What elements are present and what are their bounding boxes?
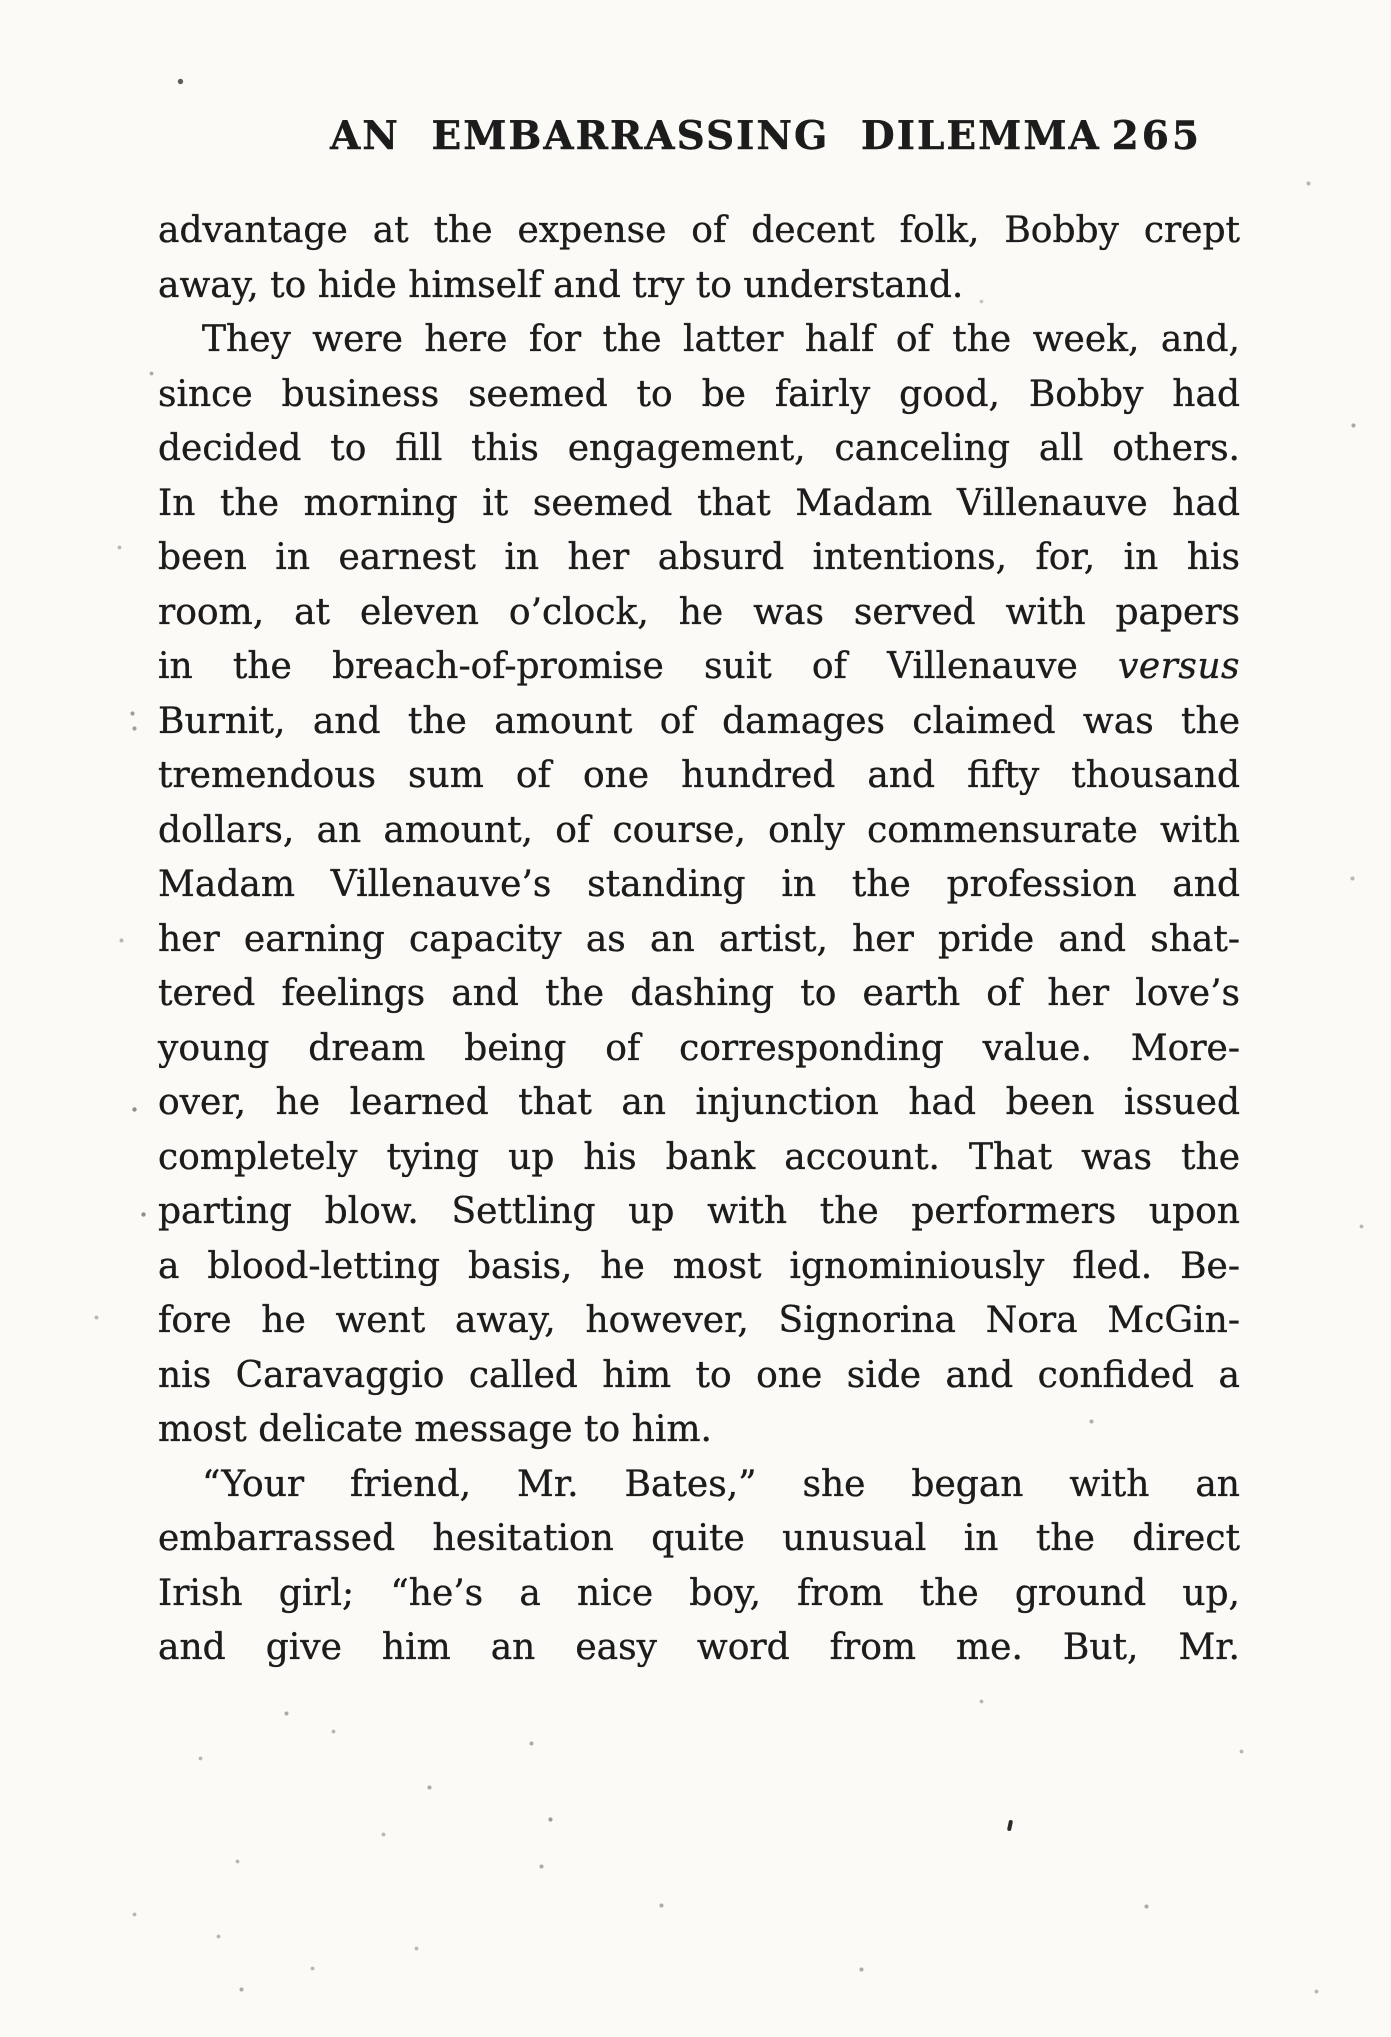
chapter-title: AN EMBARRASSING DILEMMA — [330, 113, 1101, 159]
text-line: nis Caravaggio called him to one side and confided a — [158, 1354, 1240, 1396]
text-line: since business seemed to be fairly good, Bobby had — [158, 373, 1240, 415]
text-line: her earning capacity as an artist, her pride and shat- — [158, 918, 1240, 960]
text-line: dollars, an amount, of course, only commensurate with — [158, 809, 1240, 851]
text-line: young dream being of corresponding value. More- — [158, 1027, 1240, 1069]
text-line: room, at eleven o’clock, he was served with papers — [158, 591, 1240, 633]
text-line: tered feelings and the dashing to earth of her love’s — [158, 973, 1240, 1014]
text-line: over, he learned that an injunction had been issued — [158, 1082, 1240, 1123]
text-line: tremendous sum of one hundred and fifty thousand — [158, 755, 1240, 796]
text-line: Madam Villenauve’s standing in the profession and — [158, 864, 1240, 905]
text-line: parting blow. Settling up with the performers upon — [158, 1191, 1240, 1232]
text-line: most delicate message to him. — [158, 1409, 712, 1450]
text-block — [158, 204, 1240, 1676]
text-line: in the breach-of-promise suit of Villenauve versus — [158, 646, 1240, 687]
text-line: completely tying up his bank account. That was the — [158, 1136, 1240, 1178]
text-line: Burnit, and the amount of damages claimed was the — [158, 700, 1240, 742]
text-line: been in earnest in her absurd intentions, for, in his — [158, 537, 1240, 578]
text-line: They were here for the latter half of the week, and, — [202, 319, 1240, 360]
text-line: advantage at the expense of decent folk, Bobby crept — [158, 210, 1240, 251]
text-line: a blood-letting basis, he most ignominiously fled. Be- — [158, 1245, 1240, 1287]
text-line: away, to hide himself and try to understand. — [158, 264, 964, 306]
page-number: 265 — [1111, 113, 1202, 159]
scan-speckles — [0, 0, 3, 3]
italic-text: versus — [1118, 646, 1240, 687]
running-head — [158, 113, 1240, 159]
text-line: “Your friend, Mr. Bates,” she began with an — [202, 1463, 1240, 1505]
text-line: embarrassed hesitation quite unusual in the direct — [158, 1518, 1240, 1559]
text-line: and give him an easy word from me. But, Mr. — [158, 1627, 1240, 1668]
scan-artifact — [1007, 1820, 1013, 1832]
text-line: fore he went away, however, Signorina Nora McGin- — [158, 1300, 1240, 1341]
text-line: Irish girl; “he’s a nice boy, from the ground up, — [158, 1572, 1240, 1614]
text-line: decided to fill this engagement, canceling all others. — [158, 428, 1240, 469]
text-line: In the morning it seemed that Madam Villenauve had — [158, 482, 1240, 524]
